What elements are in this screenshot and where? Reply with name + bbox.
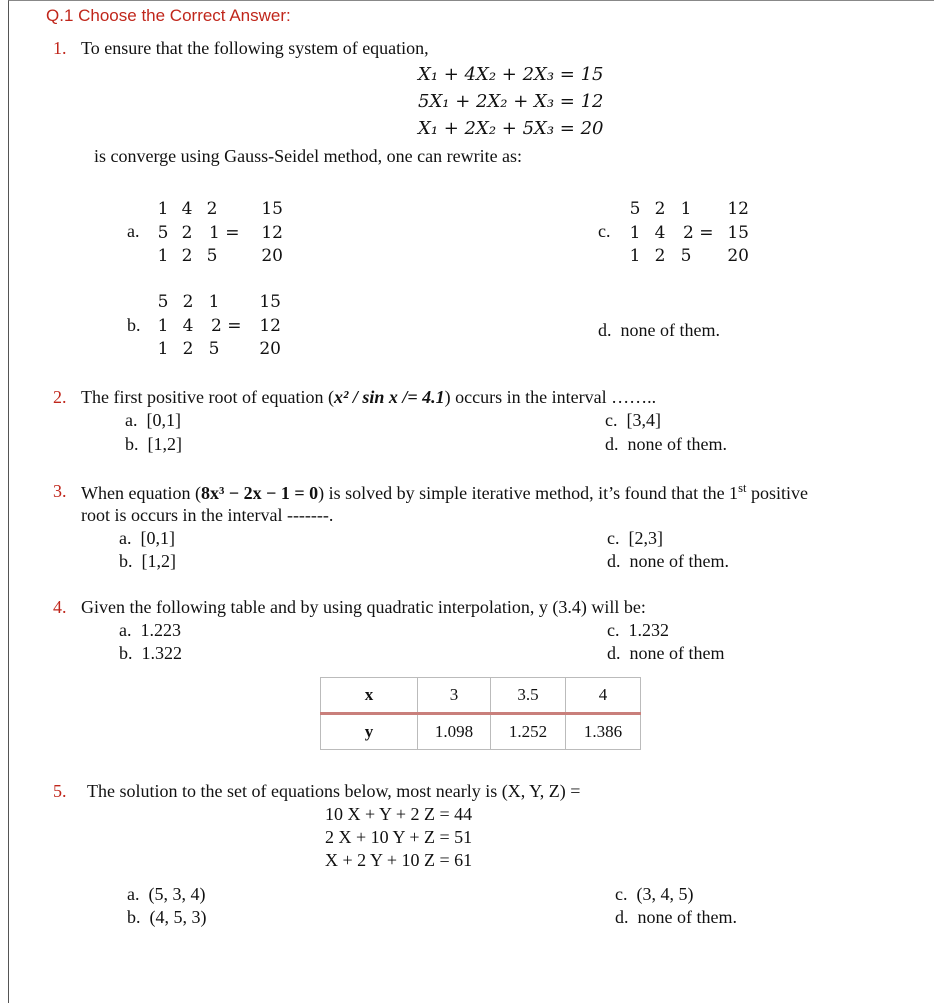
q4-number: 4. (53, 597, 67, 617)
table-cell: 1.098 (418, 714, 491, 750)
q3-option-c[interactable]: c. [2,3] (607, 528, 663, 548)
q5-equation-1: 10 X + Y + 2 Z = 44 (325, 804, 473, 824)
q3-equation: 8x³ − 2x − 1 = 0 (200, 483, 319, 503)
q1-option-b-label[interactable]: b. (127, 315, 141, 335)
q1-text-2: is converge using Gauss-Seidel method, one can rewrite as: (94, 146, 523, 166)
q1-equation-3: X₁ + 2X₂ + 5X₃ = 20 (418, 118, 604, 139)
q4-option-b[interactable]: b. 1.322 (119, 643, 182, 663)
matrix-row: 1 2 5 20 (157, 339, 281, 359)
q2-number: 2. (53, 387, 67, 407)
matrix-row: 1 2 5 20 (157, 246, 283, 266)
table-cell: 1.386 (566, 714, 641, 750)
q3-option-d[interactable]: d. none of them. (607, 551, 729, 571)
matrix-row: 5 2 1 12 (629, 199, 749, 219)
q2-option-c[interactable]: c. [3,4] (605, 410, 661, 430)
matrix-row: 5 2 1 = 12 (157, 222, 283, 243)
q5-option-c[interactable]: c. (3, 4, 5) (615, 884, 694, 904)
table-cell: 4 (566, 678, 641, 714)
q1-option-c-matrix[interactable] (625, 198, 749, 269)
q5-option-a[interactable]: a. (5, 3, 4) (127, 884, 206, 904)
table-header-x: x (321, 678, 418, 714)
q2-option-a[interactable]: a. [0,1] (125, 410, 181, 430)
q4-text: Given the following table and by using quadratic interpolation, y (3.4) will be: (81, 597, 646, 617)
matrix-row: 1 4 2 = 12 (157, 315, 281, 336)
q3-number: 3. (53, 481, 67, 501)
q1-equation-2: 5X₁ + 2X₂ + X₃ = 12 (418, 91, 604, 112)
q4-option-a[interactable]: a. 1.223 (119, 620, 181, 640)
q5-option-b[interactable]: b. (4, 5, 3) (127, 907, 207, 927)
q3-text-line-2: root is occurs in the interval -------. (81, 505, 334, 525)
q1-option-d-label: d. (598, 320, 612, 340)
q1-option-d[interactable] (598, 320, 720, 341)
section-header: Q.1 Choose the Correct Answer: (46, 6, 291, 25)
q1-option-c-label[interactable]: c. (598, 221, 611, 241)
q5-option-d[interactable]: d. none of them. (615, 907, 737, 927)
matrix-row: 1 4 2 15 (157, 199, 283, 219)
q1-text: To ensure that the following system of equation, (81, 38, 429, 58)
q3-text: When equation (8x³ − 2x − 1 = 0) is solved by simple iterative method, it’s found that the 1st positive (81, 481, 808, 503)
q1-number: 1. (53, 38, 67, 58)
q1-equation-1: X₁ + 4X₂ + 2X₃ = 15 (418, 64, 604, 85)
table-cell: 3 (418, 678, 491, 714)
q1-option-a-label[interactable]: a. (127, 221, 140, 241)
q1-option-d-text: none of them. (620, 320, 720, 340)
q2-option-d[interactable]: d. none of them. (605, 434, 727, 454)
q3-option-a[interactable]: a. [0,1] (119, 528, 175, 548)
q5-equation-2: 2 X + 10 Y + Z = 51 (325, 827, 473, 847)
q2-equation: x² / sin x /= 4.1 (333, 387, 445, 407)
q1-option-b-matrix[interactable] (153, 291, 281, 362)
q5-equation-3: X + 2 Y + 10 Z = 61 (325, 850, 473, 870)
q4-option-c[interactable]: c. 1.232 (607, 620, 669, 640)
q3-option-b[interactable]: b. [1,2] (119, 551, 176, 571)
q4-option-d[interactable]: d. none of them (607, 643, 725, 663)
q5-number: 5. (53, 781, 67, 801)
table-header-y: y (321, 714, 418, 750)
table-row-y (321, 714, 641, 750)
q4-data-table (320, 677, 641, 750)
table-row-x (321, 678, 641, 714)
table-cell: 3.5 (491, 678, 566, 714)
q1-option-a-matrix[interactable] (153, 198, 283, 269)
q2-option-b[interactable]: b. [1,2] (125, 434, 182, 454)
matrix-row: 5 2 1 15 (157, 292, 281, 312)
q5-text: The solution to the set of equations below, most nearly is (X, Y, Z) = (87, 781, 581, 801)
q2-text: The first positive root of equation (x² / sin x /= 4.1) occurs in the interval …….. (81, 387, 657, 407)
table-cell: 1.252 (491, 714, 566, 750)
matrix-row: 1 4 2 = 15 (629, 222, 749, 243)
matrix-row: 1 2 5 20 (629, 246, 749, 266)
